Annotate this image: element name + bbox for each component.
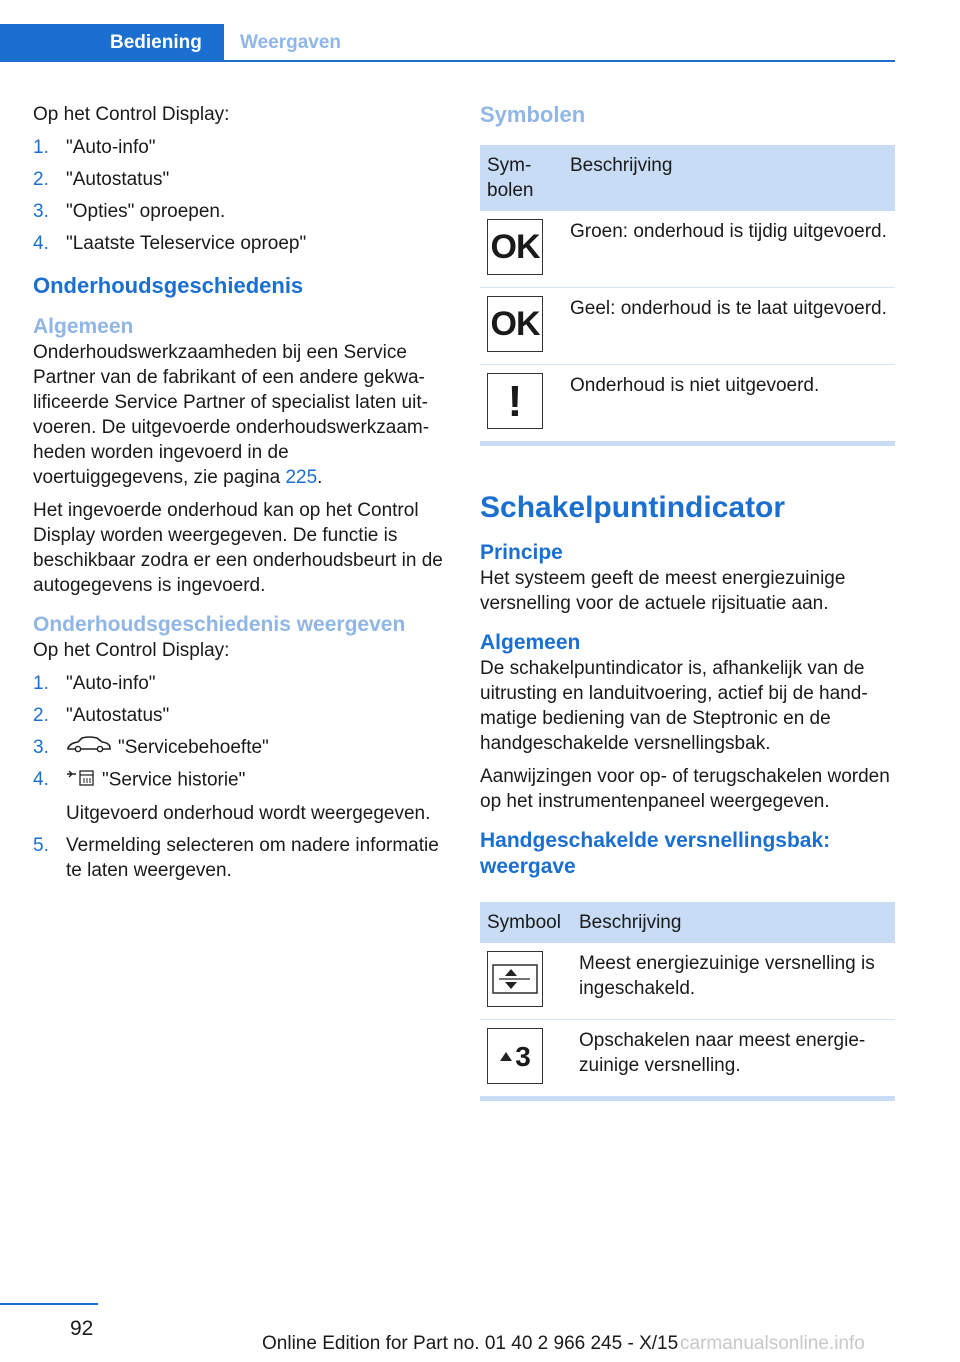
exclamation-icon: ! [487, 373, 543, 429]
list-item: 2. "Autostatus" [33, 169, 170, 190]
subheading-general-2: Algemeen [480, 631, 581, 654]
table-row: ! Onderhoud is niet uitgevoerd. [480, 365, 895, 444]
shift-symbols-table [480, 902, 895, 1101]
subheading-show-history: Onderhoudsgeschiedenis weergeven [33, 613, 406, 636]
list-item: 1. "Auto-info" [33, 137, 156, 158]
intro-text: Op het Control Display: [33, 104, 230, 125]
tab-bediening[interactable]: Bediening [0, 24, 224, 62]
paragraph-general: Onderhoudswerkzaamheden bij een Service Partner van de fabrikant of een andere gekwalificeerde Service Partner of specialist laten uitvoeren. De uitgevoerde onderhoudswerkzaamheden worden ingevoerd in de voertuiggegevens, zie pagina 225. [33, 342, 430, 488]
list-item: 3. "Opties" oproepen. [33, 201, 226, 222]
ok-green-icon: OK [487, 219, 543, 275]
page-number: 92 [70, 1317, 94, 1340]
page-link[interactable]: 225 [285, 467, 318, 488]
list-item: 4. "Laatste Teleservice oproep" [33, 233, 307, 254]
left-column [33, 102, 448, 893]
list-item: 5. Vermelding selecteren om nadere informatie te laten weergeven. [33, 835, 439, 882]
section-heading-history: Onderhoudsgeschiedenis [33, 273, 304, 298]
edition-text: Online Edition for Part no. 01 40 2 966 245 - X/15 [262, 1333, 679, 1354]
symbols-table [480, 145, 895, 446]
subheading-manual-gearbox: Handgeschakelde versnellingsbak: weergave [480, 829, 831, 878]
subheading-symbols: Symbolen [480, 102, 586, 127]
table-row: Meest energiezuinige versnelling is ingeschakeld. [480, 943, 895, 1020]
list-item: 1. "Auto-info" [33, 673, 156, 694]
car-icon [66, 735, 112, 760]
subheading-general: Algemeen [33, 315, 134, 338]
top-tab-bar [0, 24, 895, 62]
service-history-icon [66, 767, 96, 794]
table-row: OK Groen: onderhoud is tijdig uitgevoerd. [480, 211, 895, 288]
tab-weergaven[interactable]: Weergaven [240, 32, 342, 53]
subheading-principle: Principe [480, 541, 563, 564]
ok-yellow-icon: OK [487, 296, 543, 352]
table-header-symbols: Symbolen [480, 145, 563, 211]
table-row: OK Geel: onderhoud is te laat uitgevoerd. [480, 288, 895, 365]
watermark: carmanualsonline.info [680, 1333, 865, 1354]
right-column [480, 102, 895, 1101]
paragraph-general-right: De schakelpuntindicator is, afhankelijk van de uitrusting en landuitvoering, actief bij de handmatige bediening van de Steptronic en de handgeschakelde versnellingsbak. [480, 658, 868, 754]
table-row: 3 Opschakelen naar meest energiezuinige versnelling. [480, 1020, 895, 1099]
steps-list-2 [33, 671, 448, 883]
table-header-description: Beschrijving [563, 145, 895, 211]
table-header-symbol: Symbool [480, 902, 572, 943]
footer-divider [0, 1303, 98, 1305]
upshift-3-icon: 3 [487, 1028, 543, 1084]
table-header-description: Beschrijving [572, 902, 895, 943]
paragraph-general-2: Het ingevoerde onderhoud kan op het Control Display worden weergegeven. De functie is beschikbaar zodra er een onderhoudsbeurt in de autogegevens is ingevoerd. [33, 500, 443, 596]
optimal-gear-icon [487, 951, 543, 1007]
page-title-shift-indicator: Schakelpuntindicator [480, 491, 786, 524]
list-item: 2. "Autostatus" [33, 705, 170, 726]
paragraph-principle: Het systeem geeft de meest energiezuinige versnelling voor de actuele rijsituatie aan. [480, 568, 846, 614]
intro-text-2: Op het Control Display: [33, 640, 230, 661]
paragraph-general-right-2: Aanwijzingen voor op- of terugschakelen worden op het instrumentenpaneel weergegeven. [480, 766, 890, 812]
steps-list-1 [33, 135, 448, 256]
list-item: 3. "Servicebehoefte" [33, 735, 448, 760]
list-item: 4. "Service historie" Uitgevoerd onderhoud wordt weergegeven. [33, 769, 431, 825]
